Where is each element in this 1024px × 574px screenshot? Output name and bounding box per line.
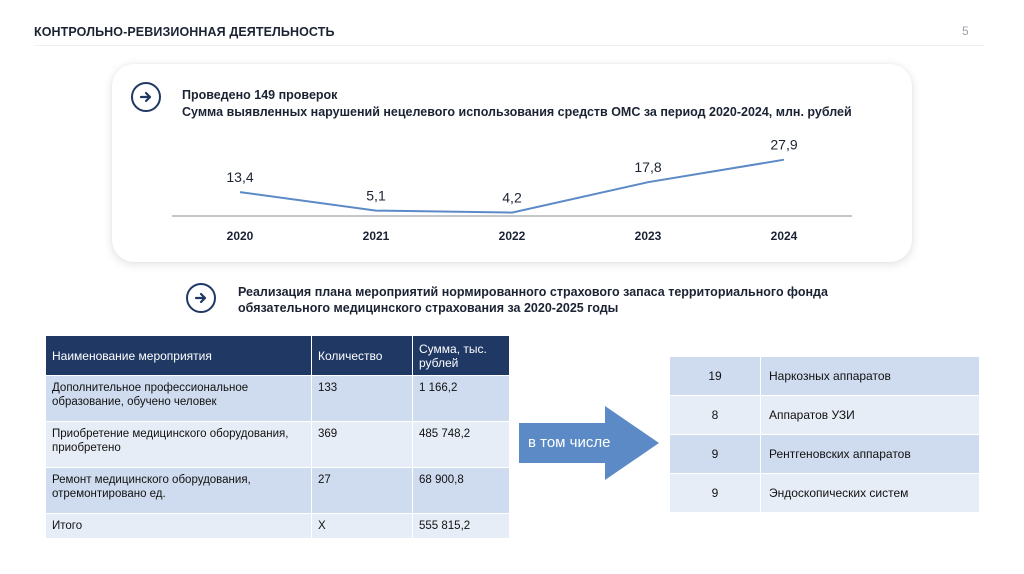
table-cell: 68 900,8 [413,468,510,514]
table-row [46,422,510,468]
equipment-count: 8 [670,396,761,435]
page-title: КОНТРОЛЬНО-РЕВИЗИОННАЯ ДЕЯТЕЛЬНОСТЬ [34,25,335,39]
equipment-count: 9 [670,474,761,513]
table-header-cell: Сумма, тыс. рублей [413,336,510,376]
chart-data-label: 4,2 [502,189,522,206]
equipment-table [669,356,980,513]
chart-x-tick-label: 2020 [226,229,254,243]
equipment-name: Эндоскопических систем [761,474,980,513]
including-arrow-label: в том числе [528,434,611,451]
table-cell: 1 166,2 [413,376,510,422]
equipment-name: Аппаратов УЗИ [761,396,980,435]
table-row [670,435,980,474]
table-cell: Итого [46,514,312,539]
table-header-cell: Количество [312,336,413,376]
table-cell: 485 748,2 [413,422,510,468]
chart-x-tick-label: 2022 [498,229,526,243]
table-cell: Х [312,514,413,539]
chart-x-tick-label: 2024 [770,229,798,243]
chart-x-tick-label: 2021 [362,229,390,243]
table-row [46,468,510,514]
table-header-row [46,336,510,376]
table-cell: Дополнительное профессиональное образование, обучено человек [46,376,312,422]
equipment-name: Наркозных аппаратов [761,357,980,396]
table-row [46,376,510,422]
table-row [670,396,980,435]
equipment-name: Рентгеновских аппаратов [761,435,980,474]
table-cell: 27 [312,468,413,514]
table-total-row [46,514,510,539]
section2-text: Реализация плана мероприятий нормированного страхового запаса территориального фонда обязательного медицинского страхования за 2020-2025 годы [238,285,828,315]
inspections-count: Проведено 149 проверок [182,88,338,102]
equipment-count: 9 [670,435,761,474]
chart-x-tick-label: 2023 [634,229,662,243]
chart-data-label: 5,1 [366,187,386,204]
chart-data-label: 27,9 [770,136,798,153]
table-cell: 133 [312,376,413,422]
chart-data-label: 17,8 [634,159,662,176]
table-row [670,357,980,396]
equipment-count: 19 [670,357,761,396]
arrow-right-circle-icon [186,283,216,313]
chart-data-label: 13,4 [226,169,254,186]
page-number: 5 [962,24,969,38]
table-cell: 369 [312,422,413,468]
table-cell: 555 815,2 [413,514,510,539]
chart-caption: Сумма выявленных нарушений нецелевого использования средств ОМС за период 2020-2024, млн. рублей [182,105,852,119]
measures-table [45,335,510,539]
table-cell: Приобретение медицинского оборудования, приобретено [46,422,312,468]
table-row [670,474,980,513]
table-header-cell: Наименование мероприятия [46,336,312,376]
table-cell: Ремонт медицинского оборудования, отремонтировано ед. [46,468,312,514]
